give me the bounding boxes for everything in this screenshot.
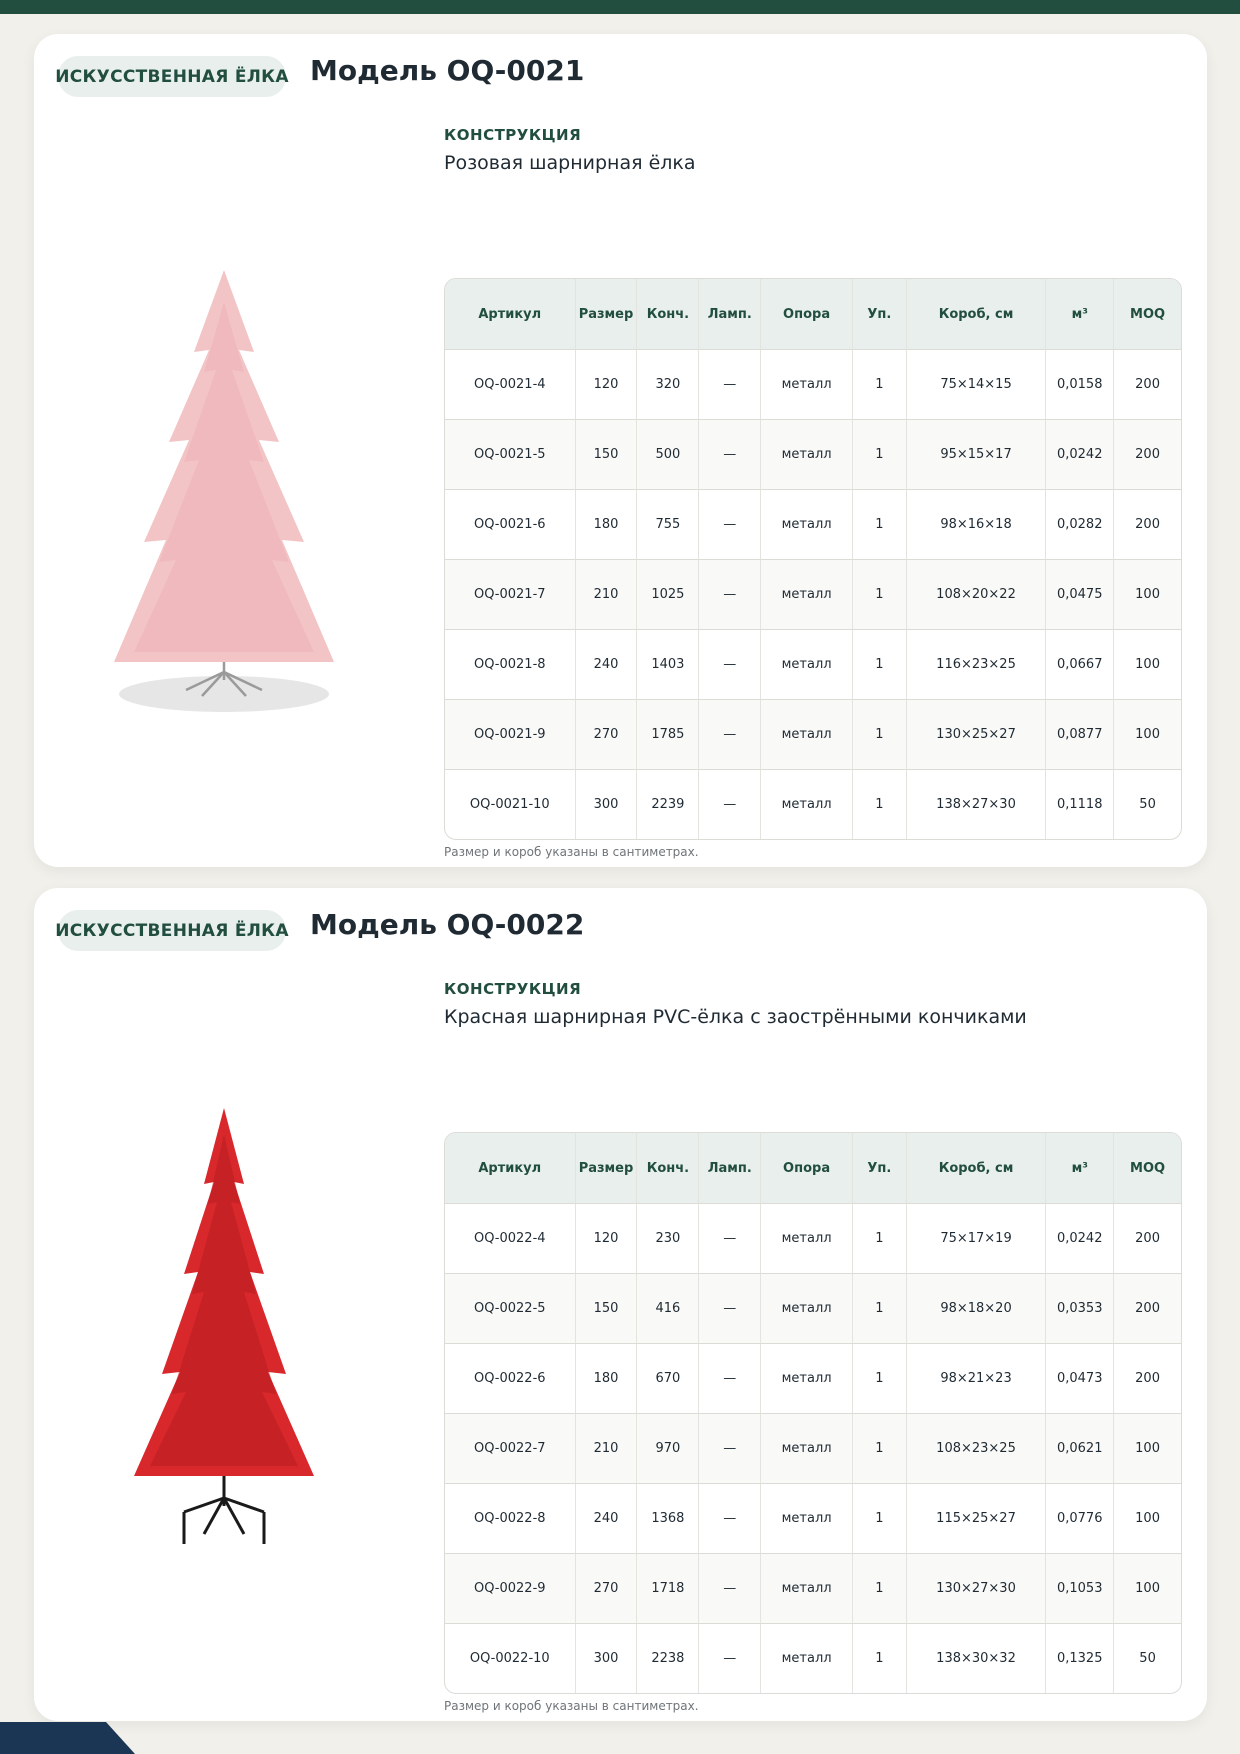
- cell-stand: металл: [760, 1343, 852, 1413]
- footnote: Размер и короб указаны в сантиметрах.: [444, 1699, 699, 1713]
- cell-pack: 1: [852, 1553, 906, 1623]
- table-row: [445, 559, 1181, 629]
- cell-stand: металл: [760, 699, 852, 769]
- table-row: [445, 699, 1181, 769]
- cell-volume: 0,0353: [1045, 1273, 1113, 1343]
- column-header-article: Артикул: [445, 279, 575, 349]
- cell-moq: 100: [1113, 629, 1181, 699]
- red-tree-image: [118, 1104, 330, 1547]
- cell-stand: металл: [760, 769, 852, 839]
- table-row: [445, 1413, 1181, 1483]
- table-row: [445, 1273, 1181, 1343]
- cell-lamps: —: [698, 699, 760, 769]
- cell-article: OQ-0021-10: [445, 769, 575, 839]
- cell-box: 75×14×15: [906, 349, 1046, 419]
- construction-description: Розовая шарнирная ёлка: [444, 152, 696, 174]
- cell-volume: 0,0475: [1045, 559, 1113, 629]
- section-label: КОНСТРУКЦИЯ: [444, 126, 582, 144]
- cell-moq: 100: [1113, 1413, 1181, 1483]
- spec-table: [444, 278, 1182, 840]
- cell-pack: 1: [852, 1343, 906, 1413]
- cell-size: 270: [575, 1553, 637, 1623]
- construction-description: Красная шарнирная PVC-ёлка с заострёнными кончиками: [444, 1006, 1027, 1028]
- cell-lamps: —: [698, 489, 760, 559]
- column-header-stand: Опора: [760, 279, 852, 349]
- cell-moq: 100: [1113, 1483, 1181, 1553]
- cell-volume: 0,0158: [1045, 349, 1113, 419]
- cell-size: 150: [575, 419, 637, 489]
- cell-tips: 500: [636, 419, 698, 489]
- cell-box: 138×27×30: [906, 769, 1046, 839]
- cell-lamps: —: [698, 419, 760, 489]
- top-accent-bar: [0, 0, 1240, 14]
- table-header-row: [445, 279, 1181, 349]
- cell-moq: 100: [1113, 1553, 1181, 1623]
- section-label: КОНСТРУКЦИЯ: [444, 980, 582, 998]
- cell-lamps: —: [698, 1203, 760, 1273]
- cell-box: 130×27×30: [906, 1553, 1046, 1623]
- column-header-pack: Уп.: [852, 279, 906, 349]
- cell-article: OQ-0022-9: [445, 1553, 575, 1623]
- cell-size: 300: [575, 1623, 637, 1693]
- spec-table: [444, 1132, 1182, 1694]
- cell-article: OQ-0021-5: [445, 419, 575, 489]
- cell-pack: 1: [852, 1413, 906, 1483]
- cell-volume: 0,0667: [1045, 629, 1113, 699]
- cell-size: 300: [575, 769, 637, 839]
- cell-stand: металл: [760, 1413, 852, 1483]
- cell-box: 75×17×19: [906, 1203, 1046, 1273]
- cell-size: 240: [575, 1483, 637, 1553]
- column-header-article: Артикул: [445, 1133, 575, 1203]
- cell-tips: 2239: [636, 769, 698, 839]
- product-card-2: [34, 888, 1207, 1721]
- cell-lamps: —: [698, 1623, 760, 1693]
- cell-lamps: —: [698, 349, 760, 419]
- table-row: [445, 769, 1181, 839]
- cell-stand: металл: [760, 1203, 852, 1273]
- cell-size: 150: [575, 1273, 637, 1343]
- cell-pack: 1: [852, 349, 906, 419]
- cell-size: 240: [575, 629, 637, 699]
- cell-tips: 670: [636, 1343, 698, 1413]
- cell-article: OQ-0021-6: [445, 489, 575, 559]
- cell-article: OQ-0021-9: [445, 699, 575, 769]
- cell-tips: 1718: [636, 1553, 698, 1623]
- cell-tips: 230: [636, 1203, 698, 1273]
- column-header-pack: Уп.: [852, 1133, 906, 1203]
- cell-stand: металл: [760, 349, 852, 419]
- column-header-moq: MOQ: [1113, 1133, 1181, 1203]
- cell-box: 98×18×20: [906, 1273, 1046, 1343]
- cell-moq: 100: [1113, 699, 1181, 769]
- category-badge: ИСКУССТВЕННАЯ ЁЛКА: [58, 910, 286, 951]
- column-header-size: Размер: [575, 1133, 637, 1203]
- cell-box: 130×25×27: [906, 699, 1046, 769]
- cell-pack: 1: [852, 1623, 906, 1693]
- cell-box: 98×21×23: [906, 1343, 1046, 1413]
- cell-lamps: —: [698, 1273, 760, 1343]
- cell-box: 116×23×25: [906, 629, 1046, 699]
- column-header-volume: м³: [1045, 279, 1113, 349]
- cell-lamps: —: [698, 1553, 760, 1623]
- cell-lamps: —: [698, 559, 760, 629]
- cell-size: 180: [575, 1343, 637, 1413]
- table-row: [445, 1483, 1181, 1553]
- cell-box: 95×15×17: [906, 419, 1046, 489]
- cell-stand: металл: [760, 1553, 852, 1623]
- cell-box: 108×20×22: [906, 559, 1046, 629]
- cell-moq: 200: [1113, 1203, 1181, 1273]
- cell-lamps: —: [698, 1343, 760, 1413]
- cell-lamps: —: [698, 1413, 760, 1483]
- cell-lamps: —: [698, 769, 760, 839]
- cell-pack: 1: [852, 699, 906, 769]
- cell-pack: 1: [852, 629, 906, 699]
- cell-stand: металл: [760, 1483, 852, 1553]
- column-header-lamps: Ламп.: [698, 1133, 760, 1203]
- cell-moq: 50: [1113, 1623, 1181, 1693]
- cell-box: 108×23×25: [906, 1413, 1046, 1483]
- cell-tips: 2238: [636, 1623, 698, 1693]
- footnote: Размер и короб указаны в сантиметрах.: [444, 845, 699, 859]
- cell-stand: металл: [760, 489, 852, 559]
- column-header-tips: Конч.: [636, 1133, 698, 1203]
- table-row: [445, 629, 1181, 699]
- product-card-1: [34, 34, 1207, 867]
- cell-moq: 200: [1113, 349, 1181, 419]
- cell-article: OQ-0022-8: [445, 1483, 575, 1553]
- table-row: [445, 1553, 1181, 1623]
- cell-size: 120: [575, 1203, 637, 1273]
- cell-volume: 0,1053: [1045, 1553, 1113, 1623]
- cell-pack: 1: [852, 559, 906, 629]
- table-row: [445, 1343, 1181, 1413]
- cell-moq: 200: [1113, 1273, 1181, 1343]
- cell-moq: 100: [1113, 559, 1181, 629]
- cell-pack: 1: [852, 1203, 906, 1273]
- table-row: [445, 1203, 1181, 1273]
- cell-tips: 1785: [636, 699, 698, 769]
- cell-volume: 0,0776: [1045, 1483, 1113, 1553]
- cell-article: OQ-0021-7: [445, 559, 575, 629]
- table-row: [445, 1623, 1181, 1693]
- cell-tips: 320: [636, 349, 698, 419]
- cell-stand: металл: [760, 419, 852, 489]
- cell-pack: 1: [852, 419, 906, 489]
- table-row: [445, 349, 1181, 419]
- cell-size: 180: [575, 489, 637, 559]
- cell-volume: 0,1325: [1045, 1623, 1113, 1693]
- cell-stand: металл: [760, 1623, 852, 1693]
- table-row: [445, 419, 1181, 489]
- cell-pack: 1: [852, 489, 906, 559]
- cell-tips: 1368: [636, 1483, 698, 1553]
- cell-size: 270: [575, 699, 637, 769]
- cell-tips: 755: [636, 489, 698, 559]
- cell-article: OQ-0022-7: [445, 1413, 575, 1483]
- cell-size: 210: [575, 1413, 637, 1483]
- column-header-volume: м³: [1045, 1133, 1113, 1203]
- column-header-tips: Конч.: [636, 279, 698, 349]
- cell-moq: 50: [1113, 769, 1181, 839]
- model-title: Модель OQ-0022: [310, 908, 585, 941]
- cell-lamps: —: [698, 629, 760, 699]
- category-badge: ИСКУССТВЕННАЯ ЁЛКА: [58, 56, 286, 97]
- model-title: Модель OQ-0021: [310, 54, 585, 87]
- cell-size: 210: [575, 559, 637, 629]
- column-header-box: Короб, см: [906, 1133, 1046, 1203]
- cell-tips: 1403: [636, 629, 698, 699]
- corner-decoration: [0, 1722, 135, 1754]
- pink-tree-image: [104, 262, 344, 717]
- cell-volume: 0,0473: [1045, 1343, 1113, 1413]
- cell-volume: 0,0242: [1045, 1203, 1113, 1273]
- cell-article: OQ-0022-10: [445, 1623, 575, 1693]
- column-header-stand: Опора: [760, 1133, 852, 1203]
- cell-moq: 200: [1113, 489, 1181, 559]
- table-row: [445, 489, 1181, 559]
- column-header-moq: MOQ: [1113, 279, 1181, 349]
- column-header-box: Короб, см: [906, 279, 1046, 349]
- cell-volume: 0,1118: [1045, 769, 1113, 839]
- cell-moq: 200: [1113, 419, 1181, 489]
- cell-pack: 1: [852, 1273, 906, 1343]
- cell-lamps: —: [698, 1483, 760, 1553]
- cell-box: 98×16×18: [906, 489, 1046, 559]
- cell-moq: 200: [1113, 1343, 1181, 1413]
- cell-volume: 0,0877: [1045, 699, 1113, 769]
- cell-volume: 0,0282: [1045, 489, 1113, 559]
- table-header-row: [445, 1133, 1181, 1203]
- cell-volume: 0,0242: [1045, 419, 1113, 489]
- cell-box: 115×25×27: [906, 1483, 1046, 1553]
- cell-box: 138×30×32: [906, 1623, 1046, 1693]
- cell-pack: 1: [852, 769, 906, 839]
- cell-stand: металл: [760, 1273, 852, 1343]
- cell-tips: 970: [636, 1413, 698, 1483]
- cell-article: OQ-0022-6: [445, 1343, 575, 1413]
- cell-tips: 1025: [636, 559, 698, 629]
- cell-pack: 1: [852, 1483, 906, 1553]
- cell-tips: 416: [636, 1273, 698, 1343]
- cell-article: OQ-0021-4: [445, 349, 575, 419]
- cell-stand: металл: [760, 559, 852, 629]
- column-header-size: Размер: [575, 279, 637, 349]
- column-header-lamps: Ламп.: [698, 279, 760, 349]
- cell-article: OQ-0022-5: [445, 1273, 575, 1343]
- cell-volume: 0,0621: [1045, 1413, 1113, 1483]
- cell-size: 120: [575, 349, 637, 419]
- cell-stand: металл: [760, 629, 852, 699]
- cell-article: OQ-0021-8: [445, 629, 575, 699]
- cell-article: OQ-0022-4: [445, 1203, 575, 1273]
